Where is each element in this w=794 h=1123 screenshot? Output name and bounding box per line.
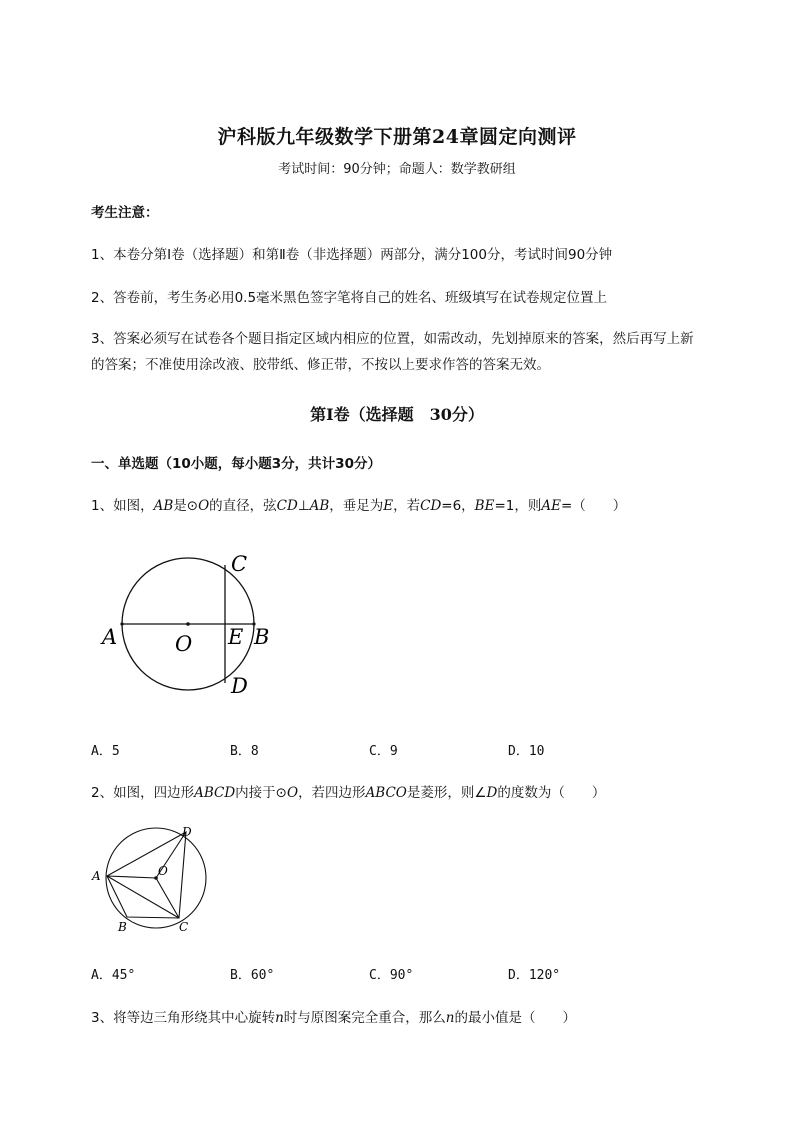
segment-ao	[107, 876, 156, 878]
notice-heading: 考生注意：	[91, 205, 159, 221]
question-1-stem: 1、如图，AB是⊙O的直径，弦CD⊥AB，垂足为E，若CD=6，BE=1，则AE=（ ）	[91, 498, 627, 514]
notice-item-3: 3、答案必须写在试卷各个题目指定区域内相应的位置，如需改动，先划掉原来的答案，然后再写上新	[91, 331, 694, 347]
label-o: O	[158, 864, 168, 878]
option-c: C．90°	[369, 968, 414, 983]
option-a: A．5	[91, 744, 120, 759]
option-d: D．10	[508, 744, 545, 759]
part-title: 一、单选题（10小题，每小题3分，共计30分）	[91, 456, 381, 472]
notice-item-1: 1、本卷分第I卷（选择题）和第Ⅱ卷（非选择题）两部分，满分100分，考试时间90分钟	[91, 247, 613, 263]
label-a: A	[102, 625, 118, 649]
label-a: A	[92, 869, 101, 883]
option-b: B．60°	[230, 968, 275, 983]
option-a: A．45°	[91, 968, 136, 983]
label-d: D	[231, 674, 248, 698]
label-b: B	[118, 920, 127, 934]
option-c: C．9	[369, 744, 398, 759]
question-2-figure	[88, 820, 218, 940]
question-3-stem: 3、将等边三角形绕其中心旋转n时与原图案完全重合，那么n的最小值是（ ）	[91, 1010, 576, 1026]
point-a	[120, 622, 123, 625]
notice-item-3-cont: 的答案；不准使用涂改液、胶带纸、修正带，不按以上要求作答的答案无效。	[91, 357, 550, 373]
label-c: C	[231, 552, 248, 576]
label-d: D	[182, 825, 192, 839]
label-b: B	[254, 625, 270, 649]
notice-item-2: 2、答卷前，考生务必用0.5毫米黑色签字笔将自己的姓名、班级填写在试卷规定位置上	[91, 290, 608, 306]
exam-info: 考试时间：90分钟；命题人：数学教研组	[278, 162, 516, 177]
question-2-stem: 2、如图，四边形ABCD内接于⊙O，若四边形ABCO是菱形，则∠D的度数为（ ）	[91, 785, 606, 801]
question-1-figure	[95, 545, 285, 705]
center-point	[186, 622, 190, 626]
page-title: 沪科版九年级数学下册第24章圆定向测评	[217, 126, 577, 148]
option-b: B．8	[230, 744, 259, 759]
label-c: C	[179, 920, 189, 934]
label-e: E	[228, 625, 244, 649]
segment-oc	[156, 878, 179, 918]
section-title: 第I卷（选择题 30分）	[310, 405, 484, 424]
label-o: O	[175, 632, 193, 656]
option-d: D．120°	[508, 968, 561, 983]
